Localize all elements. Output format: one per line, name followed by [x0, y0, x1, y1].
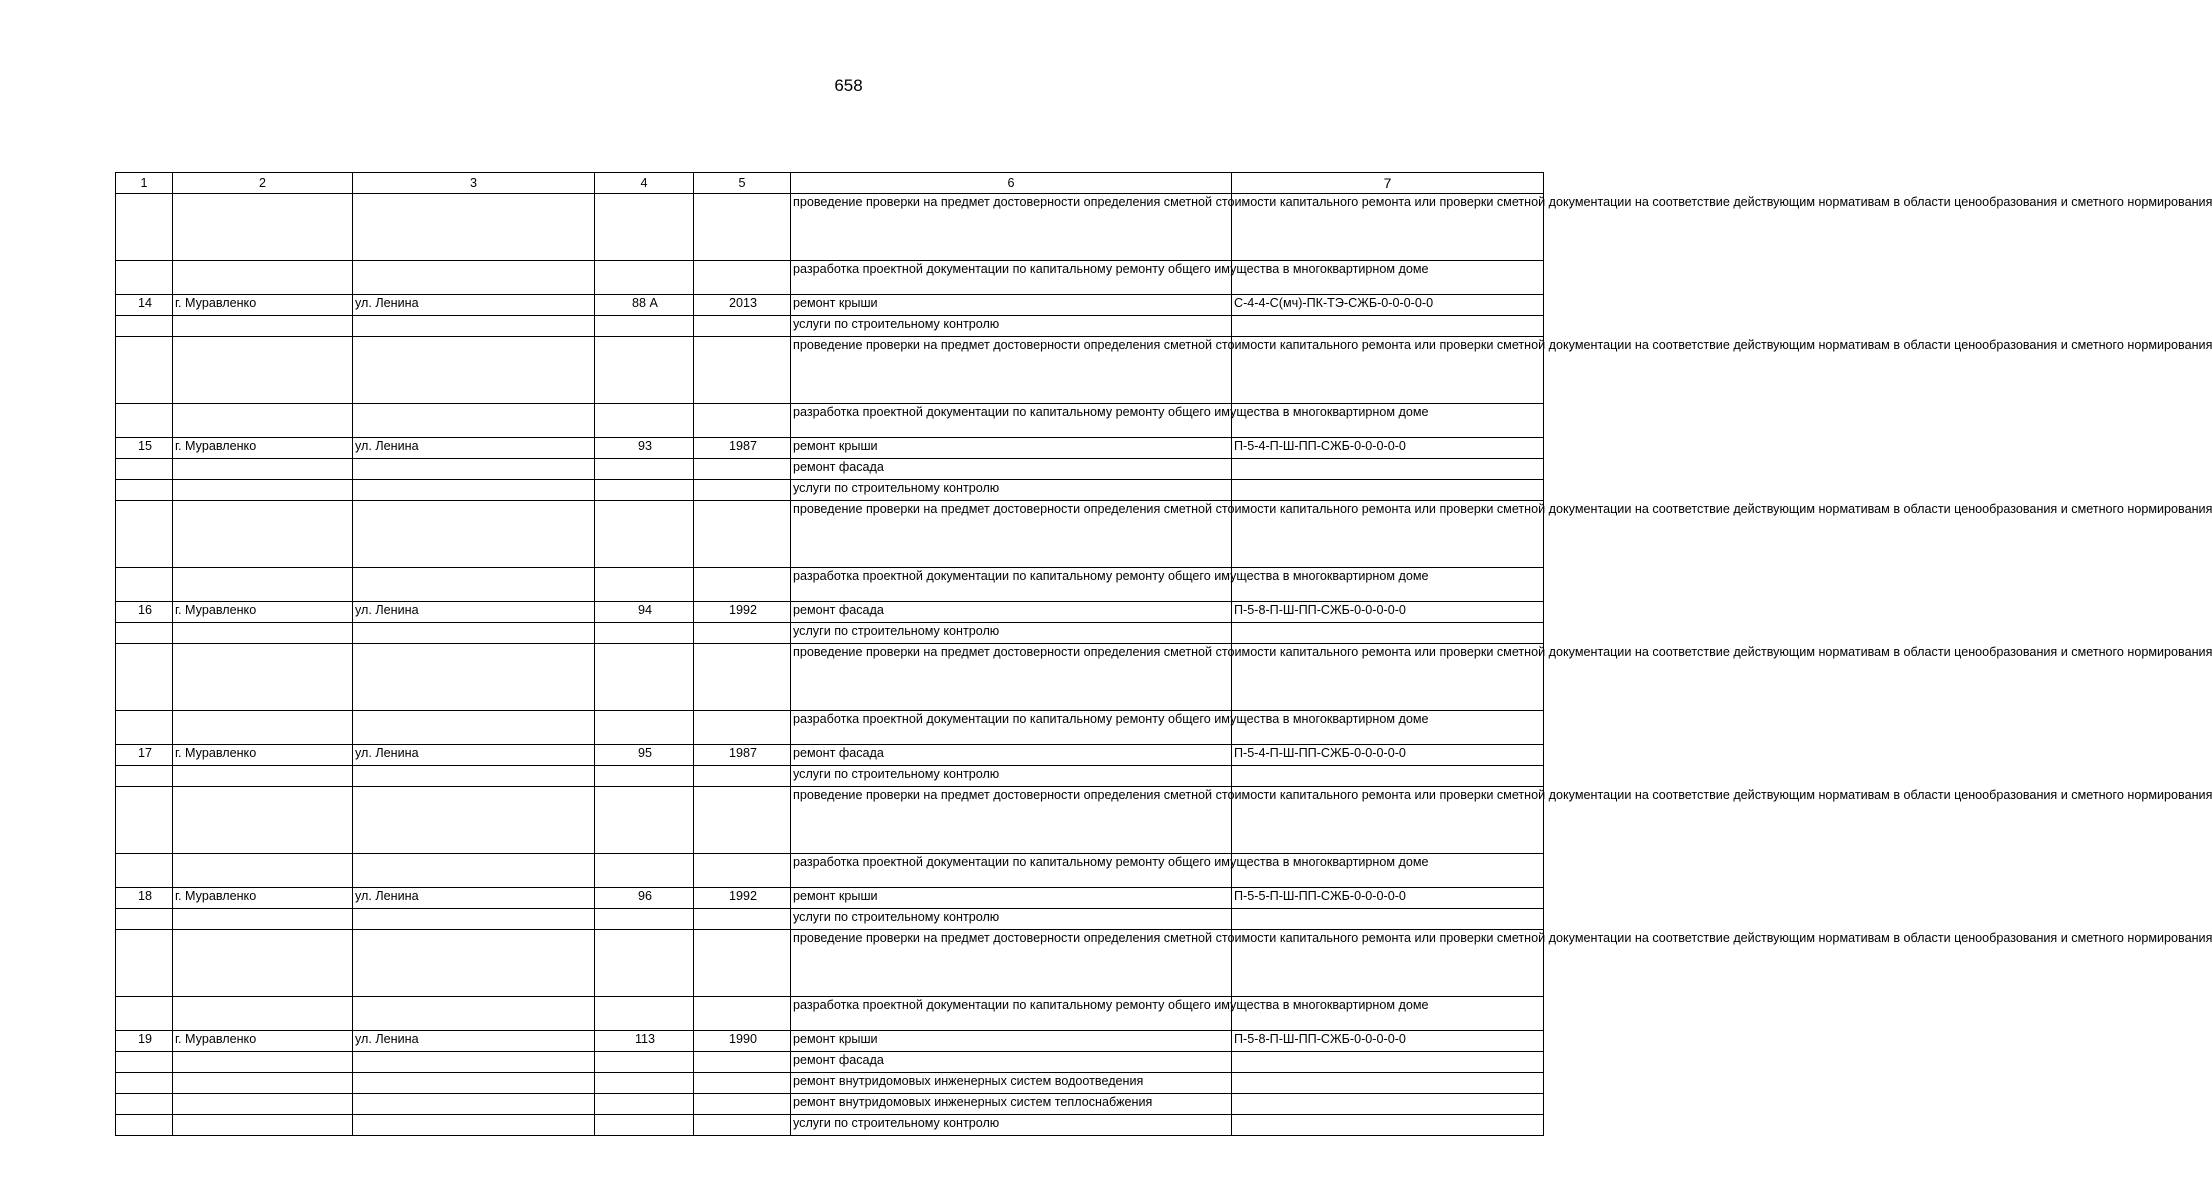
row-number-cell: 15 [116, 438, 173, 459]
building-code-cell [1232, 480, 1544, 501]
column-header: 7 [1232, 173, 1544, 194]
building-code-cell [1232, 316, 1544, 337]
building-code-cell [1232, 909, 1544, 930]
table-row [116, 1115, 1544, 1136]
street-cell [353, 787, 595, 854]
year-built-cell [694, 909, 791, 930]
house-number-cell [595, 404, 694, 438]
city-cell: г. Муравленко [173, 295, 353, 316]
work-type-cell: ремонт фасада [791, 1052, 1232, 1073]
city-cell [173, 644, 353, 711]
table-row [116, 568, 1544, 602]
house-number-cell: 93 [595, 438, 694, 459]
city-cell [173, 997, 353, 1031]
work-type-cell: проведение проверки на предмет достоверности определения сметной стоимости капитального ремонта или проверки сметной документации на соответствие действующим нормативам в области ценообразования и сметного нормирования [791, 644, 1232, 711]
year-built-cell [694, 404, 791, 438]
table-body [116, 194, 2212, 1136]
work-type-cell: проведение проверки на предмет достоверности определения сметной стоимости капитального ремонта или проверки сметной документации на соответствие действующим нормативам в области ценообразования и сметного нормирования [791, 337, 1232, 404]
row-number-cell [116, 1115, 173, 1136]
year-built-cell [694, 997, 791, 1031]
row-number-cell: 18 [116, 888, 173, 909]
building-code-cell [1232, 623, 1544, 644]
work-type-cell: услуги по строительному контролю [791, 909, 1232, 930]
street-cell [353, 711, 595, 745]
house-number-cell [595, 930, 694, 997]
table-row [116, 404, 1544, 438]
city-cell [173, 568, 353, 602]
table-row [116, 623, 1544, 644]
street-cell [353, 316, 595, 337]
row-number-cell [116, 316, 173, 337]
street-cell [353, 337, 595, 404]
street-cell [353, 1073, 595, 1094]
table-row [116, 194, 1544, 261]
column-header: 6 [791, 173, 1232, 194]
year-built-cell [694, 930, 791, 997]
row-number-cell [116, 997, 173, 1031]
street-cell: ул. Ленина [353, 438, 595, 459]
house-number-cell [595, 337, 694, 404]
repair-register-table [115, 172, 2212, 1136]
table-row [116, 1052, 1544, 1073]
house-number-cell [595, 459, 694, 480]
city-cell: г. Муравленко [173, 745, 353, 766]
row-number-cell [116, 930, 173, 997]
house-number-cell [595, 568, 694, 602]
street-cell [353, 568, 595, 602]
house-number-cell [595, 261, 694, 295]
house-number-cell [595, 194, 694, 261]
table-row [116, 644, 1544, 711]
column-header: 3 [353, 173, 595, 194]
city-cell [173, 623, 353, 644]
city-cell: г. Муравленко [173, 602, 353, 623]
building-code-cell [1232, 1052, 1544, 1073]
table-row [116, 337, 1544, 404]
year-built-cell: 1992 [694, 602, 791, 623]
street-cell: ул. Ленина [353, 295, 595, 316]
city-cell [173, 404, 353, 438]
house-number-cell [595, 787, 694, 854]
year-built-cell [694, 623, 791, 644]
street-cell [353, 997, 595, 1031]
house-number-cell [595, 909, 694, 930]
city-cell: г. Муравленко [173, 888, 353, 909]
work-type-cell: проведение проверки на предмет достоверности определения сметной стоимости капитального ремонта или проверки сметной документации на соответствие действующим нормативам в области ценообразования и сметного нормирования [791, 194, 1232, 261]
table-row [116, 1073, 1544, 1094]
year-built-cell [694, 1115, 791, 1136]
row-number-cell [116, 644, 173, 711]
city-cell [173, 787, 353, 854]
street-cell [353, 404, 595, 438]
year-built-cell [694, 459, 791, 480]
row-number-cell [116, 623, 173, 644]
house-number-cell [595, 480, 694, 501]
house-number-cell [595, 1073, 694, 1094]
street-cell [353, 1094, 595, 1115]
work-type-cell: ремонт фасада [791, 602, 1232, 623]
row-number-cell [116, 1094, 173, 1115]
page-number: 658 [834, 76, 863, 95]
row-number-cell: 17 [116, 745, 173, 766]
building-code-cell: П-5-5-П-Ш-ПП-СЖБ-0-0-0-0-0 [1232, 888, 1544, 909]
house-number-cell [595, 766, 694, 787]
year-built-cell [694, 568, 791, 602]
street-cell [353, 261, 595, 295]
house-number-cell [595, 1094, 694, 1115]
work-type-cell: проведение проверки на предмет достоверности определения сметной стоимости капитального ремонта или проверки сметной документации на соответствие действующим нормативам в области ценообразования и сметного нормирования [791, 787, 1232, 854]
row-number-cell [116, 194, 173, 261]
row-number-cell [116, 480, 173, 501]
building-code-cell: П-5-8-П-Ш-ПП-СЖБ-0-0-0-0-0 [1232, 602, 1544, 623]
city-cell [173, 194, 353, 261]
row-number-cell [116, 787, 173, 854]
table-row [116, 295, 1544, 316]
city-cell [173, 909, 353, 930]
city-cell [173, 501, 353, 568]
work-type-cell: ремонт фасада [791, 459, 1232, 480]
city-cell [173, 261, 353, 295]
row-number-cell [116, 501, 173, 568]
year-built-cell: 2013 [694, 295, 791, 316]
table-row [116, 888, 1544, 909]
table-row [116, 997, 1544, 1031]
house-number-cell: 95 [595, 745, 694, 766]
table-row [116, 1031, 1544, 1052]
street-cell [353, 194, 595, 261]
house-number-cell [595, 623, 694, 644]
building-code-cell [1232, 459, 1544, 480]
year-built-cell [694, 1073, 791, 1094]
year-built-cell [694, 1094, 791, 1115]
work-type-cell: ремонт внутридомовых инженерных систем теплоснабжения [791, 1094, 1232, 1115]
year-built-cell [694, 644, 791, 711]
row-number-cell [116, 1073, 173, 1094]
row-number-cell [116, 337, 173, 404]
building-code-cell [1232, 1115, 1544, 1136]
city-cell [173, 766, 353, 787]
city-cell [173, 337, 353, 404]
building-code-cell: П-5-4-П-Ш-ПП-СЖБ-0-0-0-0-0 [1232, 745, 1544, 766]
row-number-cell [116, 854, 173, 888]
work-type-cell: разработка проектной документации по капитальному ремонту общего имущества в многоквартирном доме [791, 568, 1232, 602]
house-number-cell [595, 854, 694, 888]
column-header: 1 [116, 173, 173, 194]
year-built-cell [694, 711, 791, 745]
row-number-cell [116, 1052, 173, 1073]
city-cell [173, 1094, 353, 1115]
row-number-cell: 16 [116, 602, 173, 623]
street-cell [353, 480, 595, 501]
work-type-cell: разработка проектной документации по капитальному ремонту общего имущества в многоквартирном доме [791, 997, 1232, 1031]
year-built-cell [694, 480, 791, 501]
row-number-cell [116, 766, 173, 787]
city-cell [173, 1115, 353, 1136]
work-type-cell: разработка проектной документации по капитальному ремонту общего имущества в многоквартирном доме [791, 404, 1232, 438]
work-type-cell: проведение проверки на предмет достоверности определения сметной стоимости капитального ремонта или проверки сметной документации на соответствие действующим нормативам в области ценообразования и сметного нормирования [791, 501, 1232, 568]
house-number-cell [595, 997, 694, 1031]
work-type-cell: ремонт фасада [791, 745, 1232, 766]
row-number-cell [116, 909, 173, 930]
work-type-cell: услуги по строительному контролю [791, 316, 1232, 337]
city-cell [173, 480, 353, 501]
row-number-cell [116, 404, 173, 438]
building-code-cell: С-4-4-С(мч)-ПК-ТЭ-СЖБ-0-0-0-0-0 [1232, 295, 1544, 316]
house-number-cell [595, 644, 694, 711]
work-type-cell: услуги по строительному контролю [791, 1115, 1232, 1136]
table-row [116, 711, 1544, 745]
building-code-cell [1232, 766, 1544, 787]
row-number-cell: 19 [116, 1031, 173, 1052]
table-row [116, 501, 1544, 568]
year-built-cell [694, 316, 791, 337]
year-built-cell: 1990 [694, 1031, 791, 1052]
city-cell [173, 316, 353, 337]
work-type-cell: проведение проверки на предмет достоверности определения сметной стоимости капитального ремонта или проверки сметной документации на соответствие действующим нормативам в области ценообразования и сметного нормирования [791, 930, 1232, 997]
row-number-cell [116, 261, 173, 295]
work-type-cell: услуги по строительному контролю [791, 766, 1232, 787]
house-number-cell [595, 316, 694, 337]
year-built-cell [694, 501, 791, 568]
building-code-cell: П-5-4-П-Ш-ПП-СЖБ-0-0-0-0-0 [1232, 438, 1544, 459]
year-built-cell [694, 194, 791, 261]
table-row [116, 930, 1544, 997]
work-type-cell: ремонт крыши [791, 888, 1232, 909]
column-header: 5 [694, 173, 791, 194]
table-row [116, 459, 1544, 480]
street-cell [353, 501, 595, 568]
street-cell: ул. Ленина [353, 602, 595, 623]
house-number-cell [595, 1052, 694, 1073]
table-row [116, 909, 1544, 930]
building-code-cell [1232, 1073, 1544, 1094]
work-type-cell: ремонт крыши [791, 438, 1232, 459]
street-cell [353, 459, 595, 480]
street-cell [353, 766, 595, 787]
table-row [116, 766, 1544, 787]
table-row [116, 745, 1544, 766]
city-cell [173, 1052, 353, 1073]
row-number-cell: 14 [116, 295, 173, 316]
building-code-cell [1232, 1094, 1544, 1115]
street-cell [353, 623, 595, 644]
city-cell: г. Муравленко [173, 1031, 353, 1052]
city-cell [173, 930, 353, 997]
city-cell [173, 459, 353, 480]
table-row [116, 602, 1544, 623]
street-cell [353, 854, 595, 888]
column-header: 4 [595, 173, 694, 194]
year-built-cell: 1992 [694, 888, 791, 909]
table-row [116, 854, 1544, 888]
work-type-cell: разработка проектной документации по капитальному ремонту общего имущества в многоквартирном доме [791, 711, 1232, 745]
year-built-cell: 1987 [694, 745, 791, 766]
year-built-cell [694, 337, 791, 404]
work-type-cell: ремонт крыши [791, 1031, 1232, 1052]
table-row [116, 316, 1544, 337]
street-cell: ул. Ленина [353, 1031, 595, 1052]
house-number-cell [595, 1115, 694, 1136]
year-built-cell [694, 261, 791, 295]
work-type-cell: разработка проектной документации по капитальному ремонту общего имущества в многоквартирном доме [791, 261, 1232, 295]
table-row [116, 261, 1544, 295]
year-built-cell [694, 787, 791, 854]
street-cell: ул. Ленина [353, 745, 595, 766]
row-number-cell [116, 711, 173, 745]
work-type-cell: разработка проектной документации по капитальному ремонту общего имущества в многоквартирном доме [791, 854, 1232, 888]
street-cell [353, 1052, 595, 1073]
street-cell: ул. Ленина [353, 888, 595, 909]
city-cell: г. Муравленко [173, 438, 353, 459]
table-row [116, 480, 1544, 501]
year-built-cell [694, 1052, 791, 1073]
column-number-header-row [116, 173, 1544, 194]
year-built-cell [694, 766, 791, 787]
work-type-cell: услуги по строительному контролю [791, 480, 1232, 501]
table-row [116, 438, 1544, 459]
house-number-cell: 94 [595, 602, 694, 623]
house-number-cell: 88 А [595, 295, 694, 316]
row-number-cell [116, 568, 173, 602]
table-row [116, 1094, 1544, 1115]
street-cell [353, 930, 595, 997]
work-type-cell: ремонт внутридомовых инженерных систем водоотведения [791, 1073, 1232, 1094]
column-header: 2 [173, 173, 353, 194]
street-cell [353, 909, 595, 930]
house-number-cell [595, 711, 694, 745]
street-cell [353, 644, 595, 711]
building-code-cell: П-5-8-П-Ш-ПП-СЖБ-0-0-0-0-0 [1232, 1031, 1544, 1052]
house-number-cell [595, 501, 694, 568]
city-cell [173, 711, 353, 745]
city-cell [173, 854, 353, 888]
house-number-cell: 113 [595, 1031, 694, 1052]
table-row [116, 787, 1544, 854]
street-cell [353, 1115, 595, 1136]
year-built-cell [694, 854, 791, 888]
work-type-cell: ремонт крыши [791, 295, 1232, 316]
work-type-cell: услуги по строительному контролю [791, 623, 1232, 644]
city-cell [173, 1073, 353, 1094]
house-number-cell: 96 [595, 888, 694, 909]
row-number-cell [116, 459, 173, 480]
year-built-cell: 1987 [694, 438, 791, 459]
